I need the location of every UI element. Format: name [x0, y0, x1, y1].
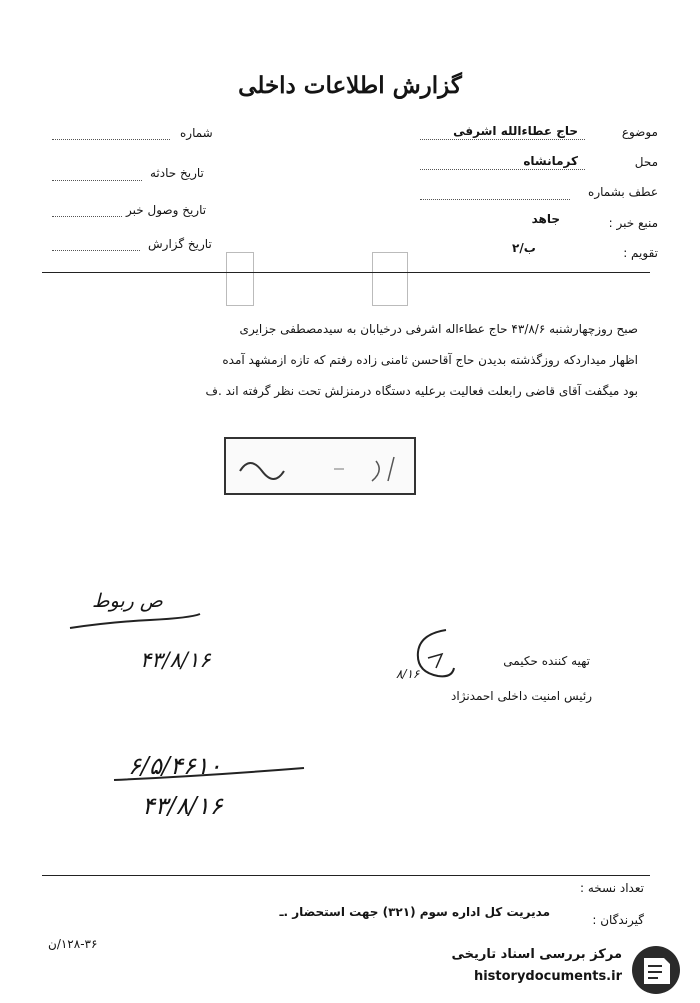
number-dots	[52, 139, 170, 140]
signature-date: ۸/۱۶	[396, 667, 420, 681]
handwritten-note-word: ص ربوط	[92, 590, 163, 612]
reference-dots	[420, 199, 570, 200]
header-separator	[42, 272, 650, 273]
archive-stamp	[224, 437, 416, 495]
location-value: کرمانشاه	[523, 154, 578, 168]
location-dots	[420, 169, 585, 170]
number-label: شماره	[180, 126, 213, 140]
handwritten-file-date: ۴۳/۸/۱۶	[142, 792, 223, 820]
reference-label: عطف بشماره	[588, 185, 658, 199]
copies-label: تعداد نسخه :	[579, 881, 644, 895]
receipt-date-label: تاریخ وصول خبر	[126, 203, 207, 217]
faint-stamp-box-2	[372, 252, 408, 306]
source-label: منبع خبر :	[608, 216, 658, 230]
handwritten-note-stroke-icon	[66, 612, 206, 632]
body-line-3: بود میگفت آقای قاضی رابعلت فعالیت برعلیه دستگاه درمنزلش تحت نظر گرفته اند .ف	[205, 384, 638, 398]
document-code: ۱۲۸-۳۶/ن	[48, 937, 98, 951]
watermark-name: مرکز بررسی اسناد تاریخی	[451, 947, 622, 962]
head-of-security: رئیس امنیت داخلی احمدنژاد	[451, 689, 592, 703]
recipients-value: مدیریت کل اداره سوم (۳۲۱) جهت استحضار .ـ	[279, 905, 550, 919]
report-title: گزارش اطلاعات داخلی	[238, 72, 462, 99]
handwritten-note-date: ۴۳/۸/۱۶	[140, 648, 211, 672]
location-label: محل	[634, 155, 658, 169]
prepared-by: تهیه کننده حکیمی	[503, 654, 590, 668]
incident-date-label: تاریخ حادثه	[150, 166, 204, 180]
subject-value: حاج عطاءالله اشرفی	[453, 124, 578, 138]
faint-stamp-box-1	[226, 252, 254, 306]
footer-separator	[42, 875, 650, 876]
archive-logo-icon	[628, 944, 684, 996]
subject-dots	[420, 139, 585, 140]
receipt-date-dots	[52, 216, 122, 217]
body-line-1: صبح روزچهارشنبه ۴۳/۸/۶ حاج عطاءاله اشرفی درخیابان به سیدمصطفی جزایری	[239, 322, 638, 336]
incident-date-dots	[52, 180, 142, 181]
rating-label: تقویم :	[623, 246, 658, 260]
watermark-url: historydocuments.ir	[473, 969, 622, 984]
rating-value: ب/۲	[512, 241, 536, 255]
subject-label: موضوع	[621, 125, 658, 139]
handwritten-file-number: ۶/۵/۴۶۱۰	[128, 752, 222, 780]
source-value: جاهد	[531, 212, 560, 226]
body-line-2: اظهار میداردکه روزگذشته بدیدن حاج آقاحسن ثامنی زاده رفتم که تازه ازمشهد آمده	[222, 353, 638, 367]
recipients-label: گیرندگان :	[592, 913, 644, 927]
stamp-scribble-icon	[226, 439, 414, 493]
file-number-underline-icon	[110, 766, 310, 786]
report-date-label: تاریخ گزارش	[148, 237, 212, 251]
report-date-dots	[52, 250, 140, 251]
